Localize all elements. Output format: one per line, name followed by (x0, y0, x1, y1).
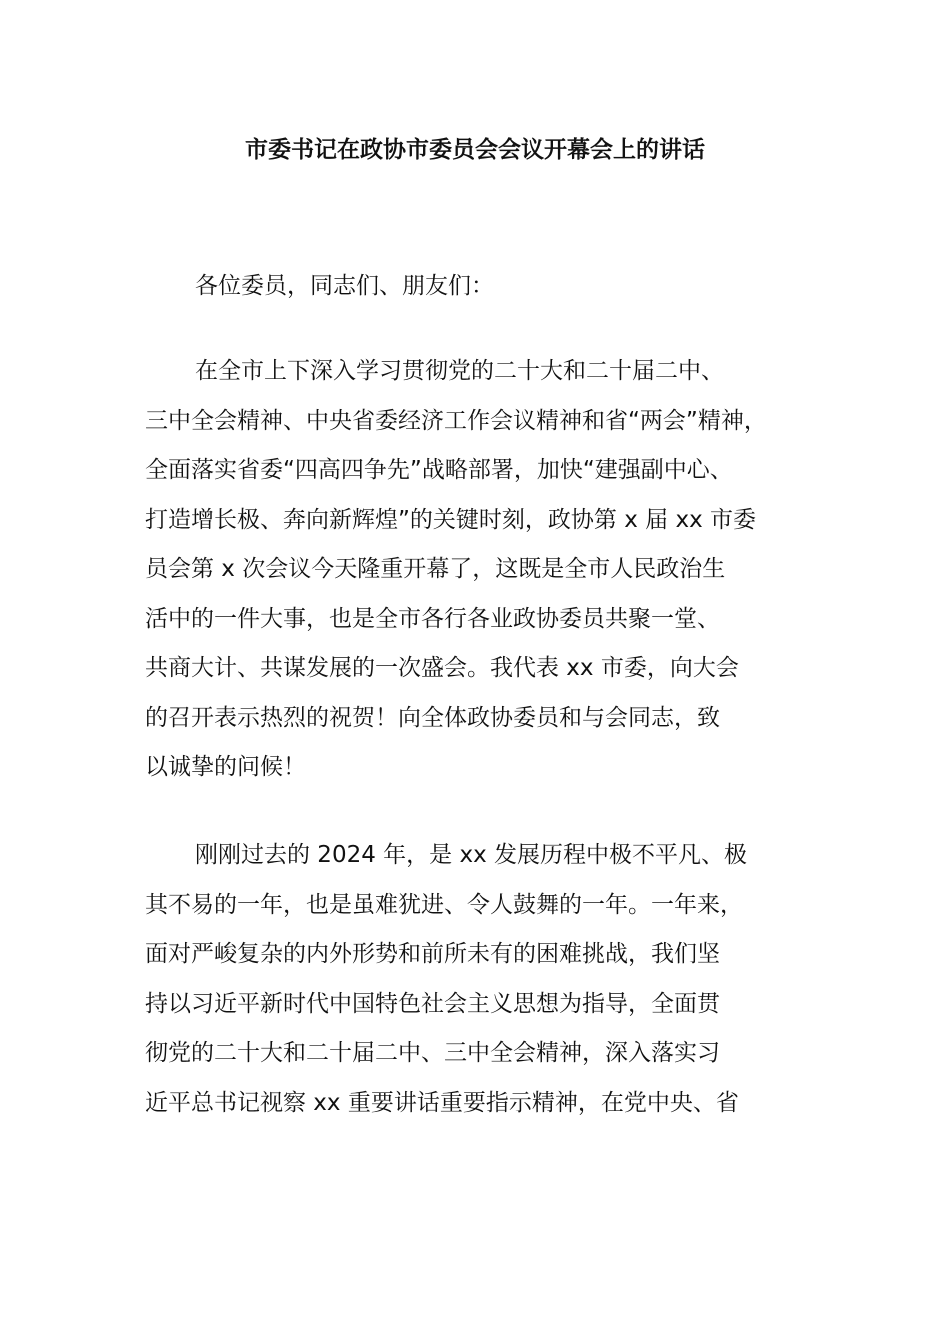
paragraph-line: 共商大计、共谋发展的一次盛会。我代表 xx 市委，向大会 (145, 655, 739, 681)
paragraph-line: 活中的一件大事，也是全市各行各业政协委员共聚一堂、 (145, 605, 720, 632)
paragraph-line: 彻党的二十大和二十届二中、三中全会精神，深入落实习 (145, 1040, 720, 1066)
salutation: 各位委员，同志们、朋友们： (195, 273, 494, 299)
paragraph-line: 持以习近平新时代中国特色社会主义思想为指导，全面贯 (145, 990, 720, 1017)
paragraph-1 (145, 347, 835, 793)
paragraph-2 (145, 831, 835, 1128)
paragraph-line: 近平总书记视察 xx 重要讲话重要指示精神，在党中央、省 (145, 1089, 739, 1116)
paragraph-line: 其不易的一年，也是虽难犹进、令人鼓舞的一年。一年来， (145, 891, 743, 918)
paragraph-line: 以诚挚的问候！ (145, 754, 306, 780)
paragraph-line: 在全市上下深入学习贯彻党的二十大和二十届二中、 (195, 358, 724, 384)
paragraph-line: 打造增长极、奔向新辉煌”的关键时刻，政协第 x 届 xx 市委 (145, 506, 756, 533)
paragraph-line: 刚刚过去的 2024 年，是 xx 发展历程中极不平凡、极 (195, 842, 747, 868)
paragraph-line: 的召开表示热烈的祝贺！向全体政协委员和与会同志，致 (145, 704, 720, 731)
paragraph-line: 员会第 x 次会议今天隆重开幕了，这既是全市人民政治生 (145, 556, 726, 582)
document-title: 市委书记在政协市委员会会议开幕会上的讲话 (245, 137, 705, 163)
paragraph-line: 面对严峻复杂的内外形势和前所未有的困难挑战，我们坚 (145, 941, 720, 967)
paragraph-line: 全面落实省委“四高四争先”战略部署，加快“建强副中心、 (145, 457, 733, 483)
paragraph-line: 三中全会精神、中央省委经济工作会议精神和省“两会”精神， (145, 407, 767, 434)
